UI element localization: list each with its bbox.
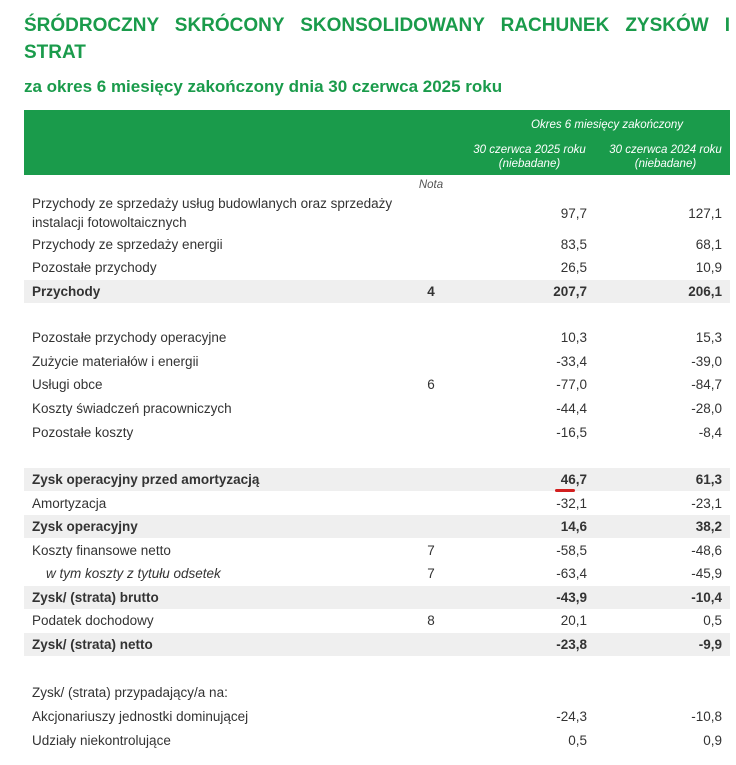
column-2024-date: 30 czerwca 2024 roku	[609, 144, 722, 156]
row-nota	[390, 705, 472, 728]
row-label: Zysk/ (strata) brutto	[32, 590, 159, 605]
row-label: Koszty finansowe netto	[32, 543, 171, 558]
row-value-2025: -77,0	[556, 377, 587, 392]
row-value-2025: -24,3	[556, 709, 587, 724]
row-label: Pozostałe przychody	[32, 260, 157, 275]
row-label: Udziały niekontrolujące	[32, 733, 171, 748]
row-value-2024: -9,9	[698, 637, 722, 652]
row-value-2024: -23,1	[691, 496, 722, 511]
row-label: Zysk/ (strata) netto	[32, 637, 153, 652]
page-subtitle: za okres 6 miesięcy zakończony dnia 30 czerwca 2025 roku	[24, 77, 503, 96]
period-header: Okres 6 miesięcy zakończony	[530, 119, 684, 131]
column-2025-date: 30 czerwca 2025 roku	[473, 144, 586, 156]
row-value-2025: 207,7	[553, 284, 587, 299]
column-2024-note: (niebadane)	[634, 158, 697, 170]
table-row	[24, 373, 730, 396]
row-value-2024: -84,7	[691, 377, 722, 392]
row-value-2024: -10,4	[691, 590, 722, 605]
table-row	[24, 326, 730, 349]
table-row	[24, 609, 730, 632]
table-header	[24, 110, 730, 175]
row-label: Pozostałe przychody operacyjne	[32, 330, 227, 345]
row-label: Akcjonariuszy jednostki dominującej	[32, 709, 249, 724]
row-nota	[390, 233, 472, 256]
row-nota	[390, 397, 472, 420]
row-value-2025: -43,9	[556, 590, 587, 605]
row-value-2024: 68,1	[695, 237, 722, 252]
row-label: Zysk operacyjny	[32, 519, 138, 534]
row-nota: 4	[427, 284, 435, 299]
table-row	[24, 421, 730, 444]
row-value-2025: 10,3	[560, 330, 587, 345]
column-2025-note: (niebadane)	[498, 158, 561, 170]
row-value-2025: 46,7	[560, 472, 587, 487]
row-value-2024: -39,0	[691, 354, 722, 369]
row-value-2024: 61,3	[695, 472, 722, 487]
row-label: Podatek dochodowy	[32, 613, 154, 628]
row-label: Zysk/ (strata) przypadający/a na:	[32, 685, 228, 700]
row-value-2024: 206,1	[688, 284, 722, 299]
row-nota	[390, 350, 472, 373]
column-header-2024	[604, 143, 727, 171]
row-value-2025: -63,4	[556, 566, 587, 581]
row-label: Koszty świadczeń pracowniczych	[32, 401, 232, 416]
table-row	[24, 193, 730, 233]
row-value-2025: -32,1	[556, 496, 587, 511]
row-value-2024: -45,9	[691, 566, 722, 581]
row-value-2024: -48,6	[691, 543, 722, 558]
row-value-2024: -10,8	[691, 709, 722, 724]
column-header-2025	[468, 143, 591, 171]
row-label: Zużycie materiałów i energii	[32, 354, 199, 369]
table-row	[24, 562, 730, 585]
nota-column-header: Nota	[418, 179, 444, 191]
row-value-2025: -23,8	[556, 637, 587, 652]
row-label: Pozostałe koszty	[32, 425, 134, 440]
table-row	[24, 233, 730, 256]
table-row-total	[24, 586, 730, 609]
row-nota	[390, 586, 472, 609]
table-row	[24, 397, 730, 420]
row-label: Przychody ze sprzedaży usług budowlanych oraz sprzedaży instalacji fotowoltaicznych	[32, 196, 393, 230]
table-row-total	[24, 280, 730, 303]
table-row	[24, 492, 730, 515]
row-label: Zysk operacyjny przed amortyzacją	[32, 472, 260, 487]
row-label: Przychody ze sprzedaży energii	[32, 237, 223, 252]
row-nota	[390, 492, 472, 515]
row-nota: 6	[427, 377, 435, 392]
row-value-2024: -28,0	[691, 401, 722, 416]
table-row	[24, 729, 730, 752]
row-nota	[390, 515, 472, 538]
row-nota	[390, 468, 472, 491]
row-label: Przychody	[32, 284, 101, 299]
row-value-2025: 97,7	[560, 205, 587, 221]
table-row	[24, 705, 730, 728]
table-row	[24, 681, 730, 704]
row-nota	[390, 193, 472, 233]
row-value-2025: 14,6	[560, 519, 587, 534]
page-title: ŚRÓDROCZNY SKRÓCONY SKONSOLIDOWANY RACHUNEK ZYSKÓW I STRAT	[24, 15, 730, 63]
row-value-2025: 26,5	[560, 260, 587, 275]
row-nota: 7	[427, 566, 435, 581]
row-label: Usługi obce	[32, 377, 103, 392]
row-nota	[390, 633, 472, 656]
row-value-2025: -33,4	[556, 354, 587, 369]
row-value-2024: -8,4	[698, 425, 722, 440]
row-nota	[390, 326, 472, 349]
table-row-total	[24, 633, 730, 656]
row-value-2025: -16,5	[556, 425, 587, 440]
row-value-2024: 38,2	[695, 519, 722, 534]
row-value-2025: 83,5	[560, 237, 587, 252]
row-nota	[390, 729, 472, 752]
row-value-2024: 127,1	[688, 205, 722, 221]
table-row	[24, 350, 730, 373]
table-row-total	[24, 515, 730, 538]
row-nota	[390, 256, 472, 279]
row-label: Amortyzacja	[32, 496, 107, 511]
table-row-total	[24, 468, 730, 491]
row-value-2025: -44,4	[556, 401, 587, 416]
table-row	[24, 256, 730, 279]
row-value-2024: 10,9	[695, 260, 722, 275]
row-value-2025: 20,1	[560, 613, 587, 628]
row-nota	[390, 421, 472, 444]
row-nota: 8	[427, 613, 435, 628]
red-underline-mark	[555, 489, 575, 492]
row-value-2024: 15,3	[695, 330, 722, 345]
table-row	[24, 539, 730, 562]
row-nota	[390, 681, 472, 704]
row-nota: 7	[427, 543, 435, 558]
row-value-2025: 0,5	[568, 733, 587, 748]
row-value-2025: -58,5	[556, 543, 587, 558]
row-value-2024: 0,9	[703, 733, 722, 748]
row-value-2024: 0,5	[703, 613, 722, 628]
row-label: w tym koszty z tytułu odsetek	[46, 566, 221, 581]
